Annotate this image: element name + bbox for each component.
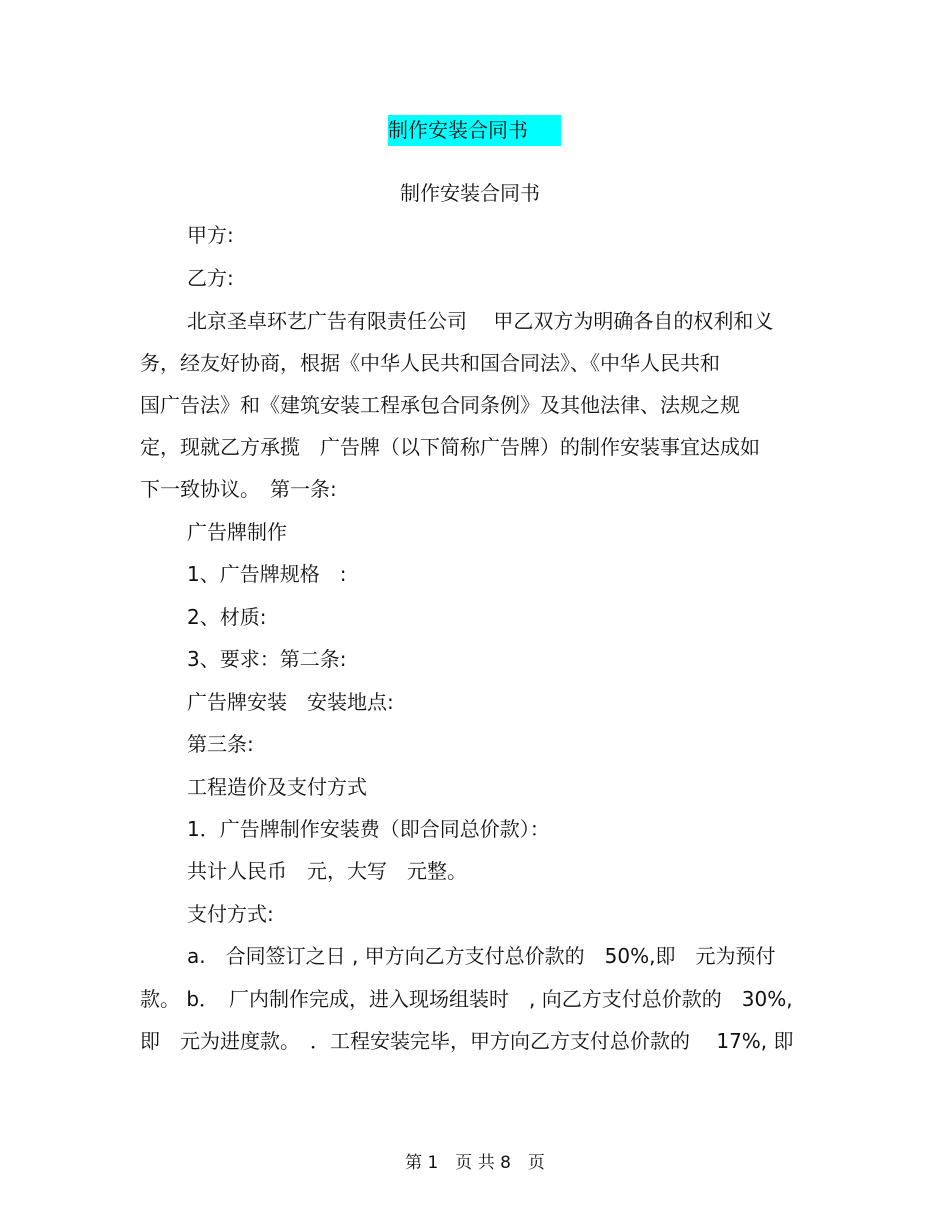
- article-heading: 第三条:: [187, 732, 254, 756]
- paragraph-line: 国广告法》和《建筑安装工程承包合同条例》及其他法律、法规之规: [140, 393, 740, 417]
- page-number-footer: 第 1 页 共 8 页: [405, 1153, 545, 1173]
- paragraph-line: 共计人民币 元，大写 元整。: [187, 859, 467, 883]
- party-b-line: 乙方:: [187, 266, 234, 290]
- highlighted-title-box: [388, 115, 561, 146]
- highlighted-title: 制作安装合同书: [388, 118, 528, 142]
- paragraph-line: 定，现就乙方承揽 广告牌（以下简称广告牌）的制作安装事宜达成如: [140, 435, 760, 459]
- list-item: 1、广告牌规格 :: [187, 562, 347, 586]
- paragraph-line: 款。 b． 厂内制作完成，进入现场组装时 , 向乙方支付总价款的 30%,: [140, 987, 793, 1011]
- list-item: 1．广告牌制作安装费（即合同总价款）：: [187, 817, 550, 841]
- section-heading: 支付方式:: [187, 902, 274, 926]
- party-a-line: 甲方:: [187, 223, 234, 247]
- paragraph-line: 下一致协议。 第一条:: [140, 477, 337, 501]
- paragraph-line: a. 合同签订之日 , 甲方向乙方支付总价款的 50%,即 元为预付: [187, 944, 776, 968]
- list-item: 3、要求：第二条:: [187, 647, 347, 671]
- section-heading: 工程造价及支付方式: [187, 775, 367, 799]
- subtitle: 制作安装合同书: [400, 181, 540, 205]
- paragraph-line: 务，经友好协商，根据《中华人民共和国合同法》、《中华人民共和: [140, 351, 720, 375]
- paragraph-line: 北京圣卓环艺广告有限责任公司 甲乙双方为明确各自的权利和义: [187, 309, 774, 333]
- section-heading: 广告牌制作: [187, 520, 287, 544]
- paragraph-line: 即 元为进度款。 ．工程安装完毕，甲方向乙方支付总价款的 17%, 即: [140, 1029, 794, 1053]
- section-heading: 广告牌安装 安装地点:: [187, 690, 394, 714]
- list-item: 2、材质:: [187, 605, 267, 629]
